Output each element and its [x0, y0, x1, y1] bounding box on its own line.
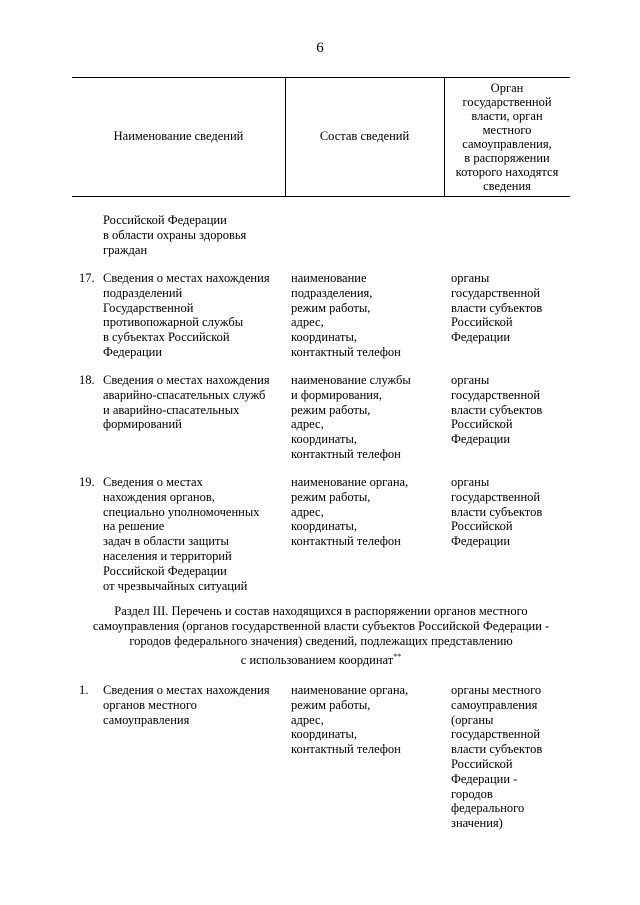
cell-line: Российской Федерации — [103, 213, 227, 227]
cell-line: власти субъектов — [451, 504, 543, 519]
cell-line: задач в области защиты — [103, 534, 229, 549]
cell-line: государственной — [451, 387, 541, 402]
section-heading-line: самоуправления (органов государственной власти субъектов Российской Федерации - — [92, 619, 550, 633]
cell-line: режим работы, — [291, 697, 371, 712]
cell-line: Российской — [451, 417, 513, 432]
cell-line: координаты, — [291, 432, 357, 447]
cell-line: самоуправления — [103, 712, 190, 727]
header-col-organ-line: Орган — [490, 81, 524, 95]
cell-line: координаты, — [291, 519, 357, 534]
cell-line: и аварийно-спасательных — [103, 402, 240, 417]
section-heading — [72, 604, 570, 668]
header-col-organ-line: самоуправления, — [462, 137, 552, 151]
cell-line: Федерации — [103, 344, 163, 359]
cell-line: власти субъектов — [451, 300, 543, 315]
cell-line: адрес, — [291, 315, 324, 330]
cell-line: Сведения о местах нахождения — [103, 683, 270, 697]
cell-line: федерального — [451, 801, 525, 816]
cell-line: аварийно-спасательных служб — [103, 387, 266, 402]
row-number: 17. — [79, 271, 95, 285]
cell-line: самоуправления — [451, 697, 538, 712]
cell-line: (органы — [451, 712, 494, 727]
cell-line: Федерации — [451, 534, 511, 549]
footnote-mark: ** — [393, 652, 402, 661]
header-bottom-rule — [72, 196, 570, 197]
header-col-organ-line: которого находятся — [455, 165, 559, 179]
cell-line: Сведения о местах — [103, 475, 203, 489]
cell-line: адрес, — [291, 417, 324, 432]
cell-line: городов — [451, 786, 493, 801]
cell-line: противопожарной службы — [103, 315, 244, 330]
row-organ-cell — [451, 271, 542, 345]
cell-line: Сведения о местах нахождения — [103, 271, 270, 285]
cell-line: власти субъектов — [451, 402, 543, 417]
cell-line: наименование — [291, 271, 367, 285]
cell-line: органы — [451, 373, 490, 387]
cell-line: органы — [451, 271, 490, 285]
cell-line: и формирования, — [291, 387, 382, 402]
header-col-organ-line: сведения — [483, 179, 531, 193]
row-name-cell — [103, 373, 270, 432]
row-content-cell — [291, 373, 411, 462]
row-organ-cell — [451, 373, 542, 447]
row-number: 19. — [79, 475, 95, 489]
cell-line: Российской Федерации — [103, 563, 227, 578]
cell-line: Федерации — [451, 330, 511, 345]
header-col-name: Наименование сведений — [113, 129, 244, 143]
cell-line: наименование службы — [291, 373, 411, 387]
cell-line: контактный телефон — [291, 534, 401, 549]
cell-line: на решение — [103, 519, 165, 534]
cell-line: государственной — [451, 489, 541, 504]
cell-line: наименование органа, — [291, 683, 409, 697]
section-heading-line: городов федерального значения) сведений, подлежащих представлению — [129, 634, 513, 648]
header-col-organ-line: государственной — [462, 95, 552, 109]
header-top-rule — [72, 77, 570, 78]
row-number: 1. — [79, 683, 89, 697]
header-col-organ-line: местного — [482, 123, 532, 137]
cell-line: специально уполномоченных — [103, 504, 260, 519]
cell-line: органы местного — [451, 683, 542, 697]
row-name-cell — [103, 683, 270, 727]
section-heading-line — [72, 649, 570, 668]
cell-line: подразделений — [103, 285, 183, 300]
continuation-name-cell — [103, 213, 246, 257]
cell-line: значения) — [451, 816, 503, 831]
cell-line: власти субъектов — [451, 742, 543, 757]
cell-line: Федерации — [451, 432, 511, 447]
row-organ-cell — [451, 475, 542, 549]
header-col-organ-line: в распоряжении — [464, 151, 550, 165]
header-col-organ — [444, 81, 570, 193]
cell-line: Российской — [451, 756, 513, 771]
header-col-content: Состав сведений — [319, 129, 410, 143]
cell-line: адрес, — [291, 712, 324, 727]
cell-line: режим работы, — [291, 489, 371, 504]
cell-line: от чрезвычайных ситуаций — [103, 578, 248, 593]
row-content-cell — [291, 271, 401, 360]
cell-line: в области охраны здоровья — [103, 227, 247, 242]
row-content-cell — [291, 683, 408, 757]
row-organ-cell — [451, 683, 542, 831]
cell-line: режим работы, — [291, 300, 371, 315]
cell-line: контактный телефон — [291, 344, 401, 359]
cell-line: координаты, — [291, 330, 357, 345]
cell-line: наименование органа, — [291, 475, 409, 489]
cell-line: в субъектах Российской — [103, 330, 230, 345]
cell-line: граждан — [103, 242, 148, 257]
cell-line: государственной — [451, 727, 541, 742]
row-number: 18. — [79, 373, 95, 387]
cell-line: Государственной — [103, 300, 194, 315]
page-number: 6 — [316, 40, 324, 56]
section-heading-line: Раздел III. Перечень и состав находящихся в распоряжении органов местного — [114, 604, 528, 618]
cell-line: адрес, — [291, 504, 324, 519]
cell-line: государственной — [451, 285, 541, 300]
cell-line: Сведения о местах нахождения — [103, 373, 270, 387]
cell-line: подразделения, — [291, 285, 373, 300]
cell-line: режим работы, — [291, 402, 371, 417]
cell-line: органов местного — [103, 697, 197, 712]
row-name-cell — [103, 475, 260, 593]
cell-line: нахождения органов, — [103, 489, 215, 504]
cell-line: контактный телефон — [291, 742, 401, 757]
cell-line: органы — [451, 475, 490, 489]
cell-line: контактный телефон — [291, 446, 401, 461]
cell-line: формирований — [103, 417, 182, 432]
cell-line: Федерации - — [451, 771, 518, 786]
cell-line: населения и территорий — [103, 548, 232, 563]
section-heading-text: с использованием координат — [240, 653, 394, 668]
cell-line: Российской — [451, 519, 513, 534]
cell-line: координаты, — [291, 727, 357, 742]
cell-line: Российской — [451, 315, 513, 330]
header-col-organ-line: власти, орган — [471, 109, 543, 123]
row-content-cell — [291, 475, 408, 549]
row-name-cell — [103, 271, 270, 360]
